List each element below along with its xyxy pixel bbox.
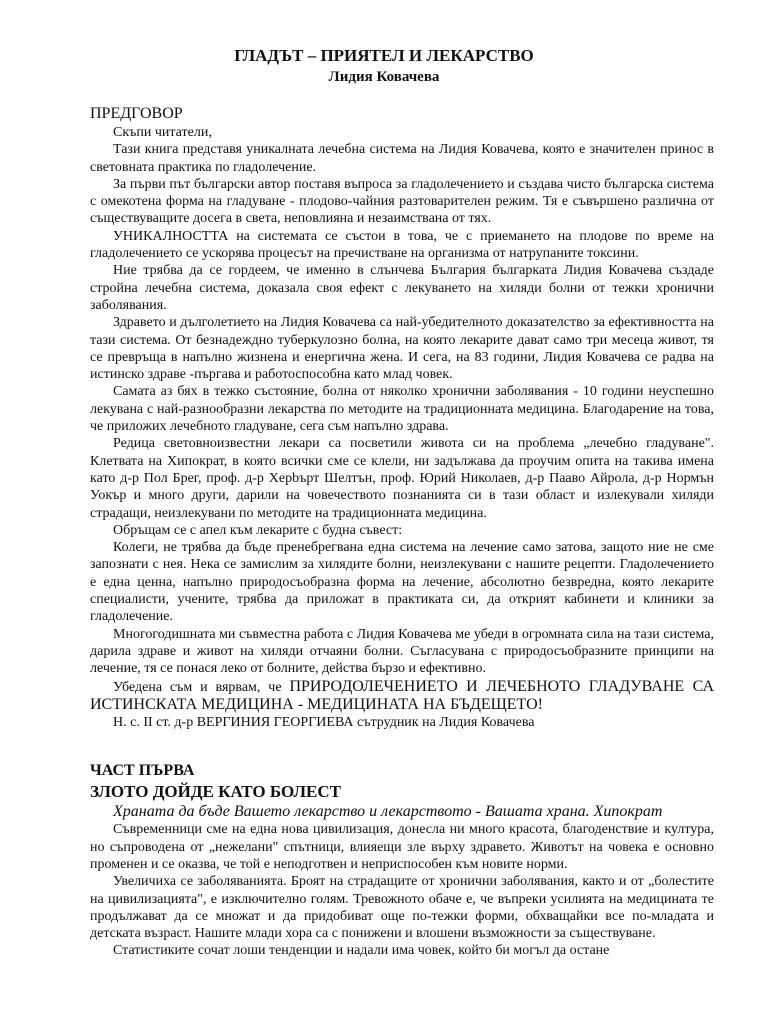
preface-greeting: Скъпи читатели, [113, 125, 212, 140]
document-author: Лидия Ковачева [328, 69, 440, 85]
preface-paragraph: Многогодишната ми съвместна работа с Лидия Ковачева ме убеди в огромната сила на тази система, дарила здраве и живот на хиляди отчаяни болни. Съгласувана с природосъобразните принципи на лечение, тя се понася леко от болните, действа бързо и ефективно. [90, 626, 714, 677]
epigraph: Храната да бъде Вашето лекарство и лекарството - Вашата храна. Хипократ [113, 803, 663, 821]
preface-signature: Н. с. II ст. д-р ВЕРГИНИЯ ГЕОРГИЕВА сътрудник на Лидия Ковачева [113, 715, 535, 731]
part-title: ЗЛОТО ДОЙДЕ КАТО БОЛЕСТ [90, 782, 341, 802]
preface-belief [90, 678, 714, 715]
preface-paragraph: За първи път български автор поставя въпроса за гладолечението и създава чисто българска система с омекотена форма на гладуване - плодово-чайния разтоварителен режим. Тя е съвършено различна от съществуващите досега в света, неповлияна и незаимствана от тях. [90, 176, 714, 227]
section-gap [90, 731, 714, 761]
document-body [90, 104, 714, 960]
body-paragraph: Статистиките сочат лоши тенденции и надали има човек, който би могъл да остане [113, 943, 610, 959]
preface-paragraph: УНИКАЛНОСТТА на системата се състои в това, че с приемането на плодове по време на гладолечението се ускорява процесът на пречистване на организма от натрупаните токсини. [90, 228, 714, 262]
document-title: ГЛАДЪТ – ПРИЯТЕЛ И ЛЕКАРСТВО [234, 46, 534, 65]
preface-paragraph: Тази книга представя уникалната лечебна система на Лидия Ковачева, която е значителен принос в световната практика по гладолечение. [90, 142, 714, 175]
body-paragraph: Съвременници сме на една нова цивилизация, донесла ни много красота, благоденствие и култура, но съпроводена от „нежелани" спътници, влияещи зле върху здравето. Животът на човека е основно променен и се оказва, че той е неподготвен и неприспособен към новите норми. [90, 822, 714, 872]
part-label: ЧАСТ ПЪРВА [90, 762, 195, 780]
preface-paragraph: Колеги, не трябва да бъде пренебрегвана една система на лечение само затова, защото ние не сме запознати с нея. Нека се замислим за хилядите болни, неизлекувани с нашите рецепти. Гладолечението е една ценна, напълно природосъобразна форма на лечение, абсолютно безвредна, която лекарите специалисти, учените, трябва да приложат в практиката си, да открият кабинети и клиники за гладолечение. [90, 540, 714, 625]
preface-paragraph: Редица световноизвестни лекари са посветили живота си на проблема „лечебно гладуване". Клетвата на Хипократ, в която всички сме се клели, ни задължава да проучим опита на такива имена като д-р Пол Брег, проф. д-р Херbърт Шелтън, проф. Юрий Николаев, д-р Пааво Айрола, д-р Нормън Уокър и много други, дарили на човечеството познанията си в тази област и излекували хиляди страдащи, неизлекувани по методите на традиционната медицина. [90, 436, 714, 521]
preface-paragraph: Ние трябва да се гордеем, че именно в слънчева България българката Лидия Ковачева създаде стройна лечебна система, доказала своя ефект с лекуването на хиляди болни от тежки хронични заболявания. [90, 263, 714, 313]
body-paragraph: Увеличиха се заболяванията. Броят на страдащите от хронични заболявания, както и от „болестите на цивилизацията", е изключително голям. Тревожното обаче е, че въпреки усилията на медицината те продължават да се множат и да придобиват още по-тежки форми, обхващайки все по-младата и детската възраст. Нашите млади хора са с понижени и влошени възможности за съществуване. [90, 874, 714, 942]
preface-paragraph: Обръщам се с апел към лекарите с будна съвест: [113, 522, 403, 538]
preface-heading: ПРЕДГОВОР [90, 105, 183, 122]
belief-lead: Убедена съм и вярвам, че [113, 679, 290, 695]
preface-paragraph: Самата аз бях в тежко състояние, болна от няколко хронични заболявания - 10 години неуспешно лекувана с най-разнообразни лекарства по методите на традиционната медицина. Благодарение на това, че приложих лечебното гладуване, сега съм напълно здрава. [90, 384, 714, 435]
belief-caps: ПРИРОДОЛЕЧЕНИЕТО И ЛЕЧЕБНОТО ГЛАДУВАНЕ СА ИСТИНСКАТА МЕДИЦИНА - МЕДИЦИНАТА НА БЪДЕЩЕТО! [90, 677, 714, 713]
preface-paragraph: Здравето и дълголетието на Лидия Ковачева са най-убедителното доказателство за ефективността на тази система. От безнадеждно туберкулозно болна, на която лекарите дават само три месеца живот, тя се превръща в напълно жизнена и енергична жена. И сега, на 83 години, Лидия Ковачева се радва на истинско здраве -пъргава и работоспособна като млад човек. [90, 315, 714, 383]
